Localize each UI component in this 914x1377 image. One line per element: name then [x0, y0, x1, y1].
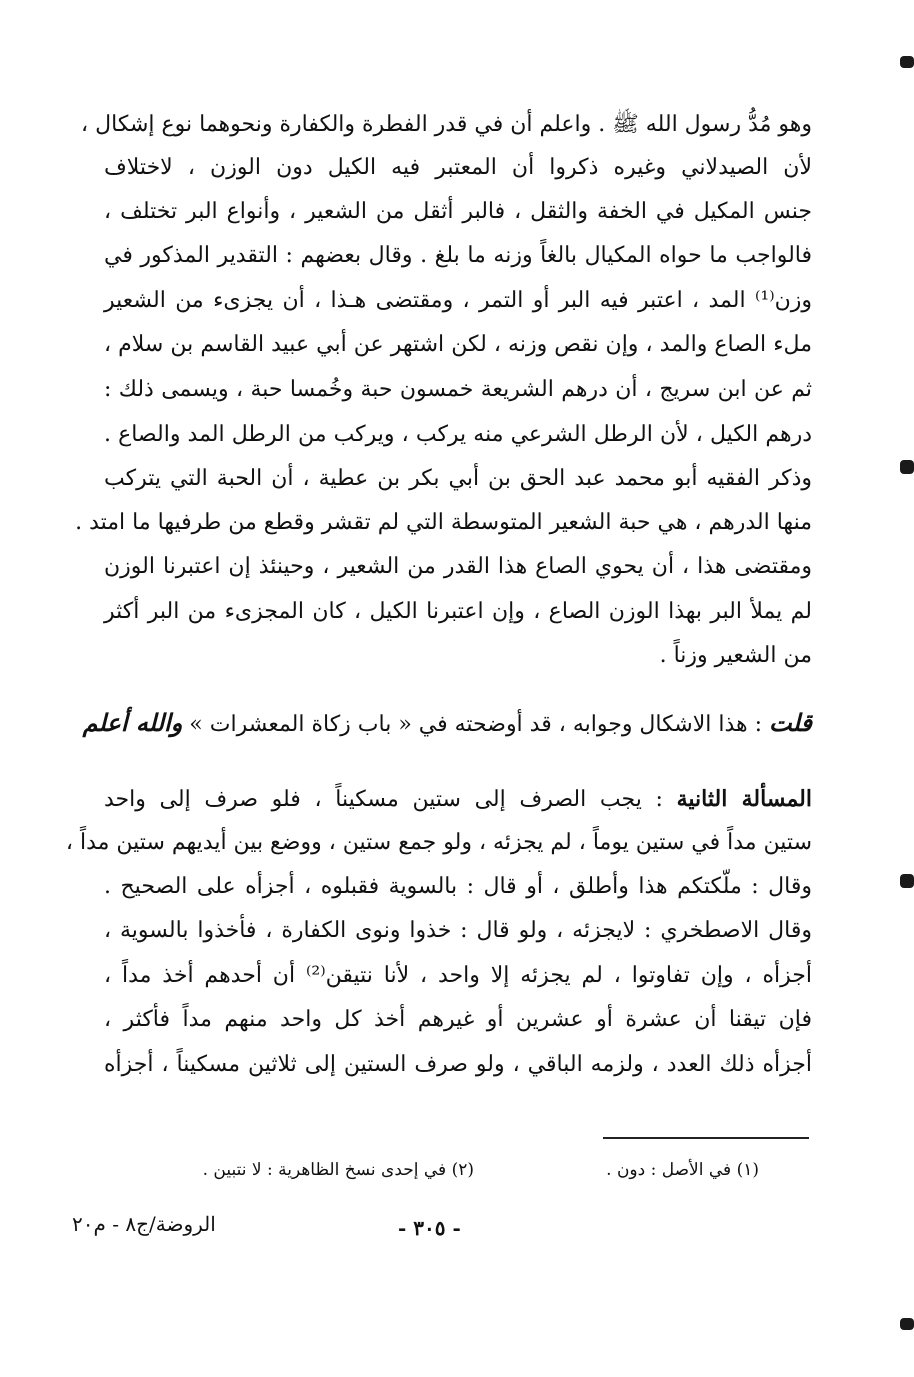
section-heading: المسألة الثانية	[676, 786, 813, 812]
footnote-1: (١) في الأصل : دون .	[606, 1160, 759, 1180]
body-line: وزن⁽¹⁾ المد ، اعتبر فيه البر أو التمر ، ومقتضى هـذا ، أن يجزىء من الشعير	[104, 288, 812, 313]
note-text: : هذا الاشكال وجوابه ، قد أوضحته في « باب زكاة المعشرات »	[182, 712, 770, 737]
body-line: من الشعير وزناً .	[659, 643, 812, 668]
page-edge-mark	[900, 56, 914, 68]
editor-note	[82, 708, 812, 748]
page-edge-mark	[900, 874, 914, 888]
body-line: ملء الصاع والمد ، وإن نقص وزنه ، لكن اشتهر عن أبي عبيد القاسم بن سلام ،	[104, 332, 812, 357]
note-suffix: والله أعلم	[82, 708, 183, 737]
body-line: ومقتضى هذا ، أن يحوي الصاع هذا القدر من الشعير ، وحينئذ إن اعتبرنا الوزن	[104, 554, 812, 579]
body-line: وذكر الفقيه أبو محمد عبد الحق بن أبي بكر بن عطية ، أن الحبة التي يتركب	[104, 466, 812, 491]
page-number: - ٣٠٥ -	[398, 1216, 461, 1240]
body-line: منها الدرهم ، هي حبة الشعير المتوسطة التي لم تقشر وقطع من طرفيها ما امتد .	[75, 510, 812, 535]
page-edge-mark	[900, 460, 914, 474]
footnote-2: (٢) في إحدى نسخ الظاهرية : لا نتبين .	[202, 1160, 474, 1180]
body-line: فالواجب ما حواه المكيال بالغاً وزنه ما بلغ . وقال بعضهم : التقدير المذكور في	[104, 243, 812, 268]
footnote-separator	[603, 1137, 809, 1139]
body-line: وهو مُدُّ رسول الله ﷺ . واعلم أن في قدر الفطرة والكفارة ونحوهما نوع إشكال ،	[81, 112, 812, 137]
body-line: درهم الكيل ، لأن الرطل الشرعي منه يركب ، ويركب من الرطل المد والصاع .	[104, 422, 812, 447]
body-line: وقال الاصطخري : لايجزئه ، ولو قال : خذوا ونوى الكفارة ، فأخذوا بالسوية ،	[104, 918, 812, 943]
body-line: جنس المكيل في الخفة والثقل ، فالبر أثقل من الشعير ، وأنواع البر تختلف ،	[104, 199, 812, 224]
body-line: أجزأه ، وإن تفاوتوا ، لم يجزئه إلا واحد ، لأنا نتيقن⁽²⁾ أن أحدهم أخذ مداً ،	[104, 963, 812, 988]
section-first-line-text: : يجب الصرف إلى ستين مسكيناً ، فلو صرف إلى واحد	[104, 787, 677, 812]
note-prefix: قلت	[769, 708, 812, 737]
body-line: لم يملأ البر بهذا الوزن الصاع ، وإن اعتبرنا الكيل ، كان المجزىء من البر أكثر	[104, 599, 812, 624]
body-line: ثم عن ابن سريج ، أن درهم الشريعة خمسون حبة وخُمسا حبة ، ويسمى ذلك :	[104, 377, 812, 402]
body-line: وقال : ملّكتكم هذا وأطلق ، أو قال : بالسوية فقبلوه ، أجزأه على الصحيح .	[104, 874, 812, 899]
section-first-line	[104, 784, 812, 818]
page-edge-mark	[900, 1318, 914, 1330]
body-line: فإن تيقنا أن عشرة أو عشرين أو غيرهم أخذ كل واحد منهم مداً فأكثر ،	[104, 1007, 812, 1032]
printer-signature: الروضة/ج٨ - م٢٠	[72, 1212, 216, 1236]
body-line: لأن الصيدلاني وغيره ذكروا أن المعتبر فيه الكيل دون الوزن ، لاختلاف	[104, 155, 812, 180]
body-line: ستين مداً في ستين يوماً ، لم يجزئه ، ولو جمع ستين ، ووضع بين أيديهم ستين مداً ،	[65, 830, 812, 855]
body-line: أجزأه ذلك العدد ، ولزمه الباقي ، ولو صرف الستين إلى ثلاثين مسكيناً ، أجزأه	[104, 1052, 812, 1077]
